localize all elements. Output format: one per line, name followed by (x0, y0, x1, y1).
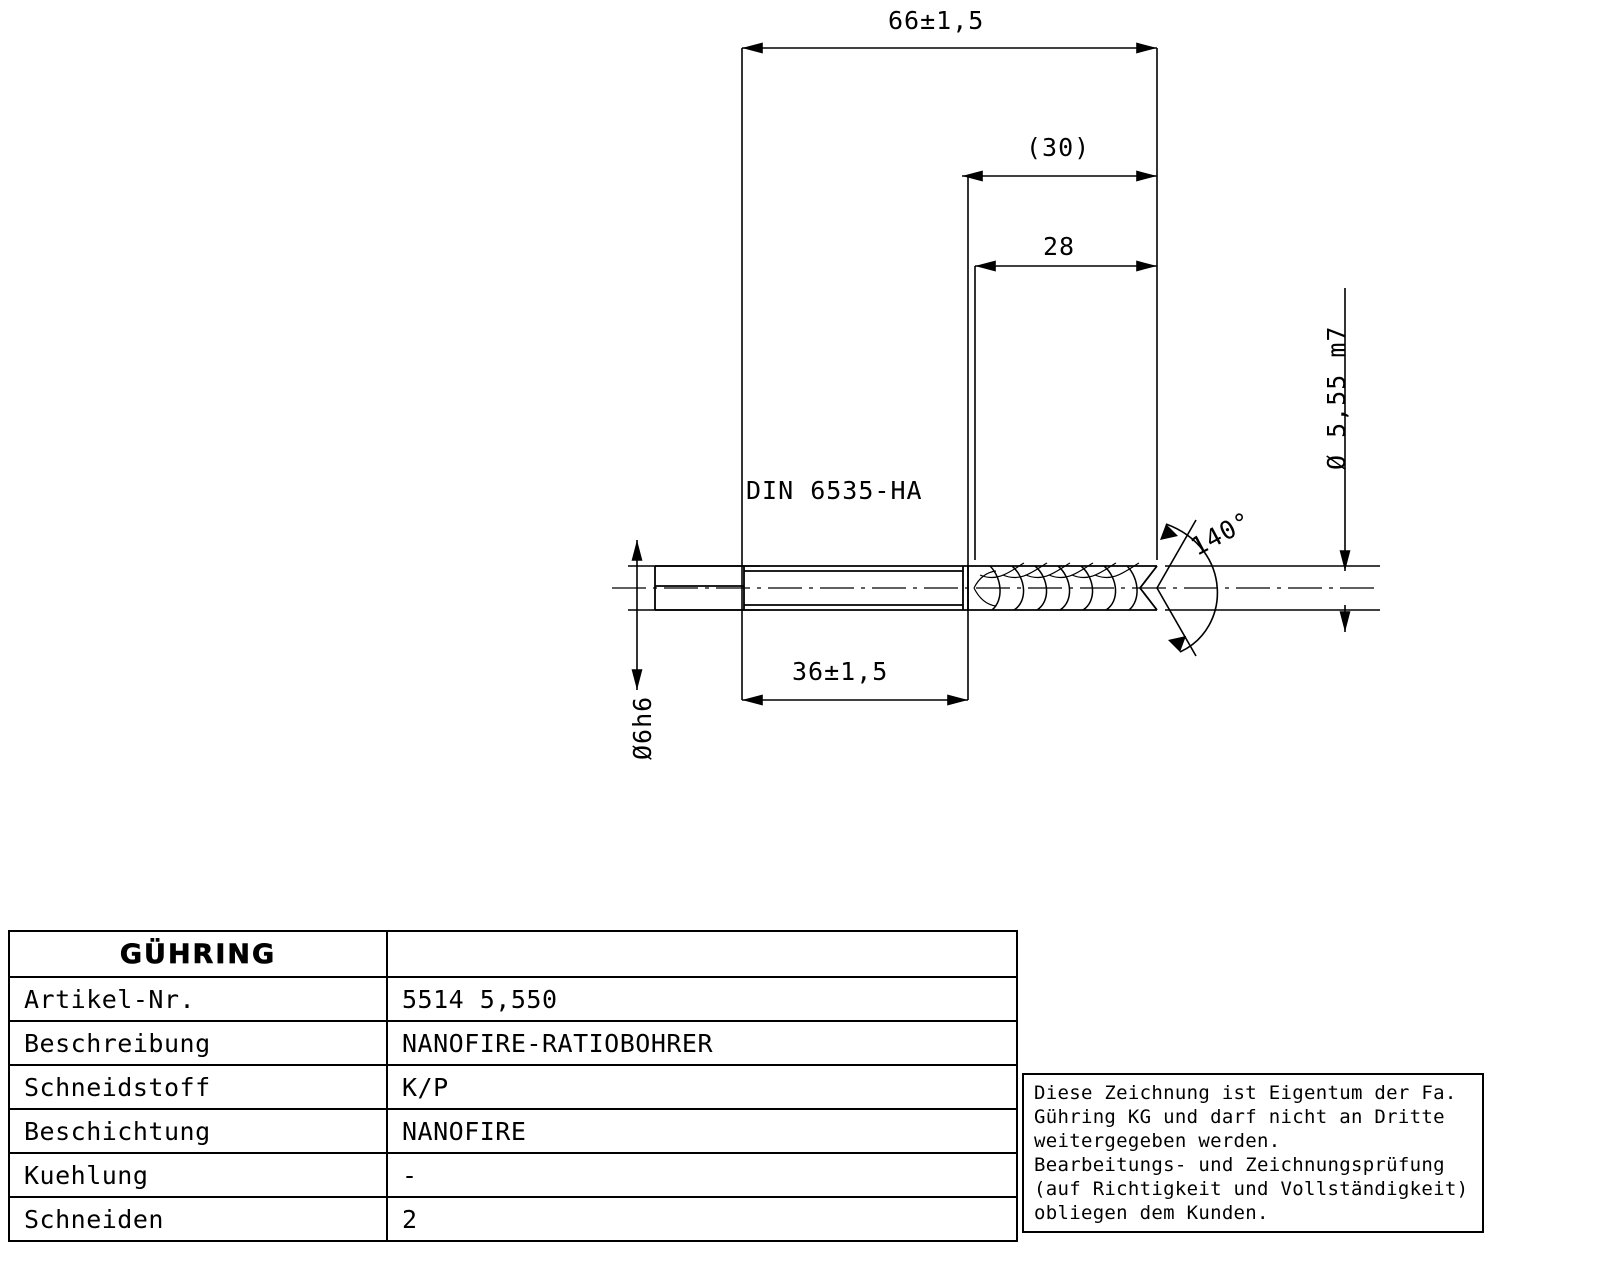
row-value: 5514 5,550 (402, 984, 558, 1014)
row-value: K/P (402, 1072, 449, 1102)
row-value: NANOFIRE-RATIOBOHRER (402, 1028, 714, 1058)
title-block (8, 930, 1018, 1242)
dim-reference-length: (30) (1026, 133, 1091, 162)
dim-flute-length: 28 (1043, 232, 1076, 261)
dim-shank-diameter: Ø6h6 (628, 695, 657, 760)
legal-note-box (1022, 1073, 1484, 1233)
row-value: - (402, 1160, 418, 1190)
row-key: Schneiden (10, 1198, 388, 1240)
dim-overall-length: 66±1,5 (888, 6, 985, 35)
table-row (10, 1154, 1016, 1198)
row-key: Schneidstoff (10, 1066, 388, 1108)
row-value: 2 (402, 1204, 418, 1234)
note-line: Bearbeitungs- und Zeichnungsprüfung (1034, 1154, 1445, 1176)
table-row (10, 1022, 1016, 1066)
note-line: (auf Richtigkeit und Vollständigkeit) (1034, 1178, 1469, 1200)
row-value: NANOFIRE (402, 1116, 527, 1146)
brand-logo (10, 932, 388, 976)
brand-logo-text: GÜHRING (119, 938, 277, 970)
note-line: Gühring KG und darf nicht an Dritte (1034, 1106, 1445, 1128)
dim-tip-diameter: Ø 5,55 m7 (1322, 325, 1351, 470)
note-line: weitergegeben werden. (1034, 1130, 1281, 1152)
row-key: Kuehlung (10, 1154, 388, 1196)
dim-shank-length: 36±1,5 (792, 657, 889, 686)
note-line: Diese Zeichnung ist Eigentum der Fa. (1034, 1082, 1457, 1104)
title-block-logo-row (10, 932, 1016, 978)
row-key: Artikel-Nr. (10, 978, 388, 1020)
label-shank-standard: DIN 6535-HA (746, 476, 923, 505)
row-key: Beschichtung (10, 1110, 388, 1152)
note-line: obliegen dem Kunden. (1034, 1202, 1269, 1224)
table-row (10, 978, 1016, 1022)
table-row (10, 1198, 1016, 1242)
title-block-logo-blank (388, 932, 1016, 976)
table-row (10, 1066, 1016, 1110)
row-key: Beschreibung (10, 1022, 388, 1064)
dim-point-angle: 140° (1186, 505, 1257, 562)
table-row (10, 1110, 1016, 1154)
